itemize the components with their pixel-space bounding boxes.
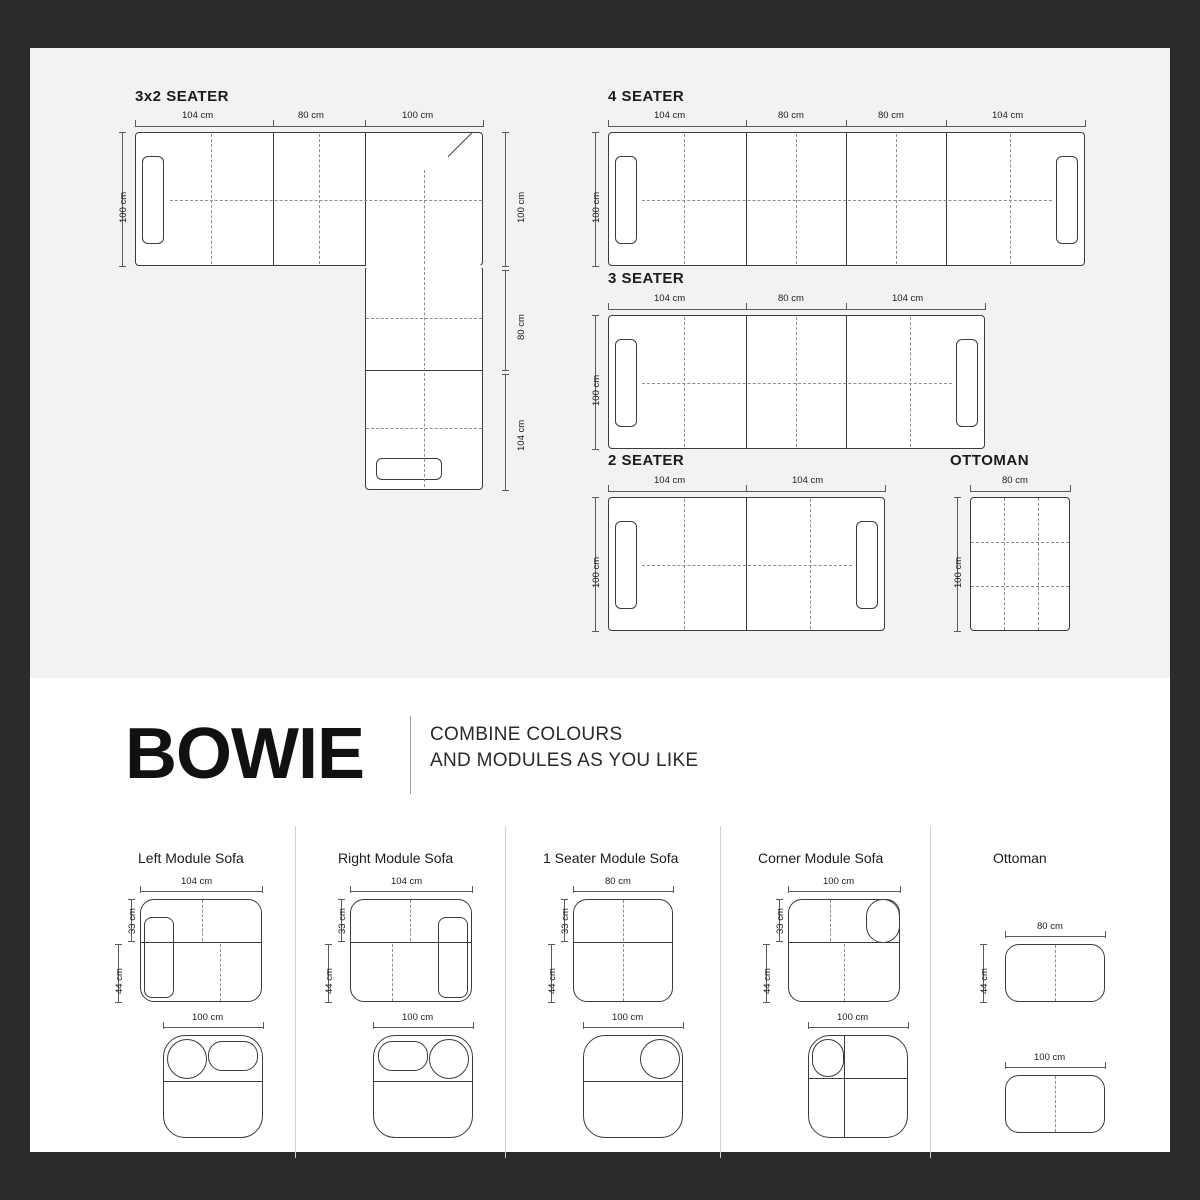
brand-tagline-line2: AND MODULES AS YOU LIKE	[430, 750, 699, 771]
dim-label: 100 cm	[823, 876, 855, 887]
dim-line	[1005, 1067, 1105, 1068]
dim-tick	[1105, 1062, 1106, 1069]
dim-tick	[583, 1022, 584, 1029]
seam	[319, 134, 320, 264]
column-divider	[930, 826, 931, 1158]
backrest-cushion	[167, 1039, 207, 1079]
arm-rest	[438, 917, 468, 998]
seam	[971, 586, 1069, 587]
seat-line	[789, 942, 899, 943]
arm-rest	[142, 156, 164, 244]
dim-tick	[673, 886, 674, 893]
arm-rest	[376, 458, 442, 480]
seam	[392, 944, 393, 1001]
dim-tick	[592, 266, 599, 267]
dim-tick	[350, 886, 351, 893]
dim-tick	[502, 270, 509, 271]
bottom-panel-modules	[30, 678, 1170, 1152]
dim-tick	[946, 120, 947, 127]
dim-label: 80 cm	[1002, 475, 1028, 486]
dim-tick	[808, 1022, 809, 1029]
dim-tick	[128, 899, 135, 900]
dim-label: 100 cm	[1034, 1052, 1066, 1063]
module-divider	[846, 316, 847, 448]
sofa-body-ottoman	[970, 497, 1070, 631]
dim-label: 80 cm	[298, 110, 324, 121]
seam	[1010, 134, 1011, 264]
dim-label: 33 cm	[127, 908, 138, 934]
dim-label: 33 cm	[560, 908, 571, 934]
dim-line	[970, 491, 1070, 492]
dim-label: 104 cm	[516, 419, 527, 451]
seam	[424, 170, 425, 264]
title-4-seater: 4 SEATER	[608, 88, 685, 105]
backrest-cushion	[640, 1039, 680, 1079]
dim-tick	[115, 1002, 122, 1003]
dim-label: 80 cm	[605, 876, 631, 887]
dim-label: 104 cm	[654, 475, 686, 486]
dim-label: 100 cm	[516, 191, 527, 223]
title-2-seater: 2 SEATER	[608, 452, 685, 469]
module-divider	[746, 133, 747, 265]
dim-tick	[1005, 931, 1006, 938]
corner-bevel	[448, 132, 484, 168]
dim-tick	[573, 886, 574, 893]
module-divider	[746, 498, 747, 630]
title-ottoman: OTTOMAN	[950, 452, 1030, 469]
seam	[830, 900, 831, 941]
dim-line	[583, 1027, 683, 1028]
dim-line	[505, 270, 506, 370]
dim-tick	[608, 485, 609, 492]
dim-label: 100 cm	[591, 191, 602, 223]
column-divider	[295, 826, 296, 1158]
dim-tick	[115, 944, 122, 945]
dim-label: 100 cm	[402, 110, 434, 121]
dim-label: 100 cm	[591, 374, 602, 406]
module-divider	[844, 1036, 845, 1137]
dim-label: 104 cm	[654, 110, 686, 121]
seam	[796, 317, 797, 447]
seam	[202, 900, 203, 941]
dim-tick	[262, 886, 263, 893]
seam	[623, 900, 624, 941]
seat-line	[351, 942, 471, 943]
seam	[971, 542, 1069, 543]
module-divider	[273, 133, 274, 265]
seam	[211, 134, 212, 264]
dim-tick	[908, 1022, 909, 1029]
dim-tick	[592, 497, 599, 498]
dim-label: 80 cm	[516, 314, 527, 340]
dim-label: 104 cm	[181, 876, 213, 887]
dim-tick	[846, 120, 847, 127]
dim-line	[350, 891, 472, 892]
seat-line	[809, 1078, 907, 1079]
dim-label: 100 cm	[953, 556, 964, 588]
dim-tick	[163, 1022, 164, 1029]
dim-label: 100 cm	[591, 556, 602, 588]
dim-tick	[338, 899, 345, 900]
arm-rest	[208, 1041, 258, 1071]
module-divider	[365, 133, 366, 265]
dim-label: 100 cm	[612, 1012, 644, 1023]
dim-tick	[561, 899, 568, 900]
dim-tick	[954, 497, 961, 498]
dim-line	[788, 891, 900, 892]
backrest-cushion	[812, 1039, 844, 1077]
title-1-seater-module-sofa: 1 Seater Module Sofa	[543, 850, 679, 866]
brand-divider	[410, 716, 411, 794]
seam	[170, 200, 482, 201]
dim-tick	[119, 132, 126, 133]
dim-tick	[365, 120, 366, 127]
dim-line	[505, 374, 506, 490]
seat-line	[584, 1081, 682, 1082]
dim-label: 104 cm	[654, 293, 686, 304]
dim-tick	[980, 1002, 987, 1003]
backrest-cushion	[429, 1039, 469, 1079]
seam	[220, 944, 221, 1001]
dim-label: 100 cm	[118, 191, 129, 223]
dim-tick	[263, 1022, 264, 1029]
dim-line	[608, 309, 985, 310]
dim-tick	[608, 303, 609, 310]
seam	[424, 267, 425, 487]
title-3-seater: 3 SEATER	[608, 270, 685, 287]
dim-tick	[502, 374, 509, 375]
arm-rest	[144, 917, 174, 998]
dim-tick	[1005, 1062, 1006, 1069]
seam	[684, 499, 685, 629]
dim-label: 80 cm	[778, 293, 804, 304]
seat-line	[574, 942, 672, 943]
arm-rest	[615, 339, 637, 427]
dim-tick	[273, 120, 274, 127]
dim-line	[135, 126, 483, 127]
seam	[844, 944, 845, 1001]
brand-tagline-line1: COMBINE COLOURS	[430, 724, 623, 745]
title-ottoman-module: Ottoman	[993, 850, 1047, 866]
dim-tick	[1085, 120, 1086, 127]
arm-rest	[1056, 156, 1078, 244]
dim-tick	[763, 944, 770, 945]
title-right-module-sofa: Right Module Sofa	[338, 850, 454, 866]
dim-line	[808, 1027, 908, 1028]
dim-tick	[592, 132, 599, 133]
dim-label: 80 cm	[878, 110, 904, 121]
seam	[1055, 1076, 1056, 1132]
spec-sheet	[30, 48, 1170, 1152]
dim-tick	[502, 132, 509, 133]
dim-tick	[128, 941, 135, 942]
dim-label: 104 cm	[182, 110, 214, 121]
dim-label: 33 cm	[337, 908, 348, 934]
dim-tick	[608, 120, 609, 127]
dim-tick	[1070, 485, 1071, 492]
dim-line	[163, 1027, 263, 1028]
module-divider	[746, 316, 747, 448]
dim-label: 44 cm	[114, 968, 125, 994]
dim-tick	[483, 120, 484, 127]
dim-tick	[1105, 931, 1106, 938]
dim-tick	[900, 886, 901, 893]
dim-label: 44 cm	[324, 968, 335, 994]
dim-tick	[885, 485, 886, 492]
seat-line	[164, 1081, 262, 1082]
dim-label: 100 cm	[192, 1012, 224, 1023]
seam	[910, 317, 911, 447]
dim-line	[373, 1027, 473, 1028]
seam	[896, 134, 897, 264]
dim-line	[1005, 936, 1105, 937]
dim-tick	[980, 944, 987, 945]
arm-rest	[856, 521, 878, 609]
dim-tick	[325, 1002, 332, 1003]
seam	[796, 134, 797, 264]
dim-tick	[548, 1002, 555, 1003]
seam	[1038, 498, 1039, 630]
dim-tick	[592, 631, 599, 632]
seam	[642, 200, 1052, 201]
seam	[684, 317, 685, 447]
dim-label: 44 cm	[762, 968, 773, 994]
dim-tick	[763, 1002, 770, 1003]
dim-tick	[548, 944, 555, 945]
dim-tick	[970, 485, 971, 492]
dim-tick	[119, 266, 126, 267]
column-divider	[720, 826, 721, 1158]
dim-tick	[746, 303, 747, 310]
seam	[623, 944, 624, 1001]
dim-tick	[788, 886, 789, 893]
dim-label: 33 cm	[775, 908, 786, 934]
dim-label: 104 cm	[792, 475, 824, 486]
dim-label: 44 cm	[979, 968, 990, 994]
seam	[684, 134, 685, 264]
dim-tick	[746, 120, 747, 127]
dim-tick	[561, 941, 568, 942]
dim-tick	[325, 944, 332, 945]
dim-tick	[472, 886, 473, 893]
arm-rest	[615, 521, 637, 609]
title-corner-module-sofa: Corner Module Sofa	[758, 850, 884, 866]
dim-label: 104 cm	[391, 876, 423, 887]
dim-line	[505, 132, 506, 266]
dim-tick	[776, 941, 783, 942]
dim-tick	[373, 1022, 374, 1029]
dim-tick	[502, 370, 509, 371]
dim-label: 104 cm	[992, 110, 1024, 121]
column-divider	[505, 826, 506, 1158]
dim-tick	[502, 266, 509, 267]
seam	[642, 383, 952, 384]
arm-rest	[378, 1041, 428, 1071]
module-divider	[846, 133, 847, 265]
dim-tick	[592, 449, 599, 450]
dim-tick	[683, 1022, 684, 1029]
module-divider	[946, 133, 947, 265]
sofa-body-3x2-horizontal	[135, 132, 483, 266]
dim-tick	[140, 886, 141, 893]
dim-tick	[985, 303, 986, 310]
seam	[410, 900, 411, 941]
dim-tick	[954, 631, 961, 632]
arm-rest	[956, 339, 978, 427]
seat-line	[374, 1081, 472, 1082]
dim-tick	[592, 315, 599, 316]
dim-line	[573, 891, 673, 892]
dim-tick	[746, 485, 747, 492]
dim-line	[140, 891, 262, 892]
seam	[1055, 945, 1056, 1001]
dim-label: 80 cm	[778, 110, 804, 121]
arm-rest	[615, 156, 637, 244]
seam	[810, 499, 811, 629]
brand-name: BOWIE	[125, 714, 364, 794]
dim-label: 100 cm	[402, 1012, 434, 1023]
seam	[1004, 498, 1005, 630]
corner-backrest	[866, 899, 900, 943]
seat-line	[141, 942, 261, 943]
dim-tick	[135, 120, 136, 127]
dim-tick	[473, 1022, 474, 1029]
dim-tick	[338, 941, 345, 942]
dim-label: 80 cm	[1037, 921, 1063, 932]
dim-tick	[776, 899, 783, 900]
seam	[642, 565, 852, 566]
dim-tick	[502, 490, 509, 491]
dim-label: 44 cm	[547, 968, 558, 994]
title-left-module-sofa: Left Module Sofa	[138, 850, 244, 866]
dim-label: 100 cm	[837, 1012, 869, 1023]
dim-tick	[846, 303, 847, 310]
title-3x2-seater: 3x2 SEATER	[135, 88, 229, 105]
dim-label: 104 cm	[892, 293, 924, 304]
top-panel-configurations	[30, 48, 1170, 678]
